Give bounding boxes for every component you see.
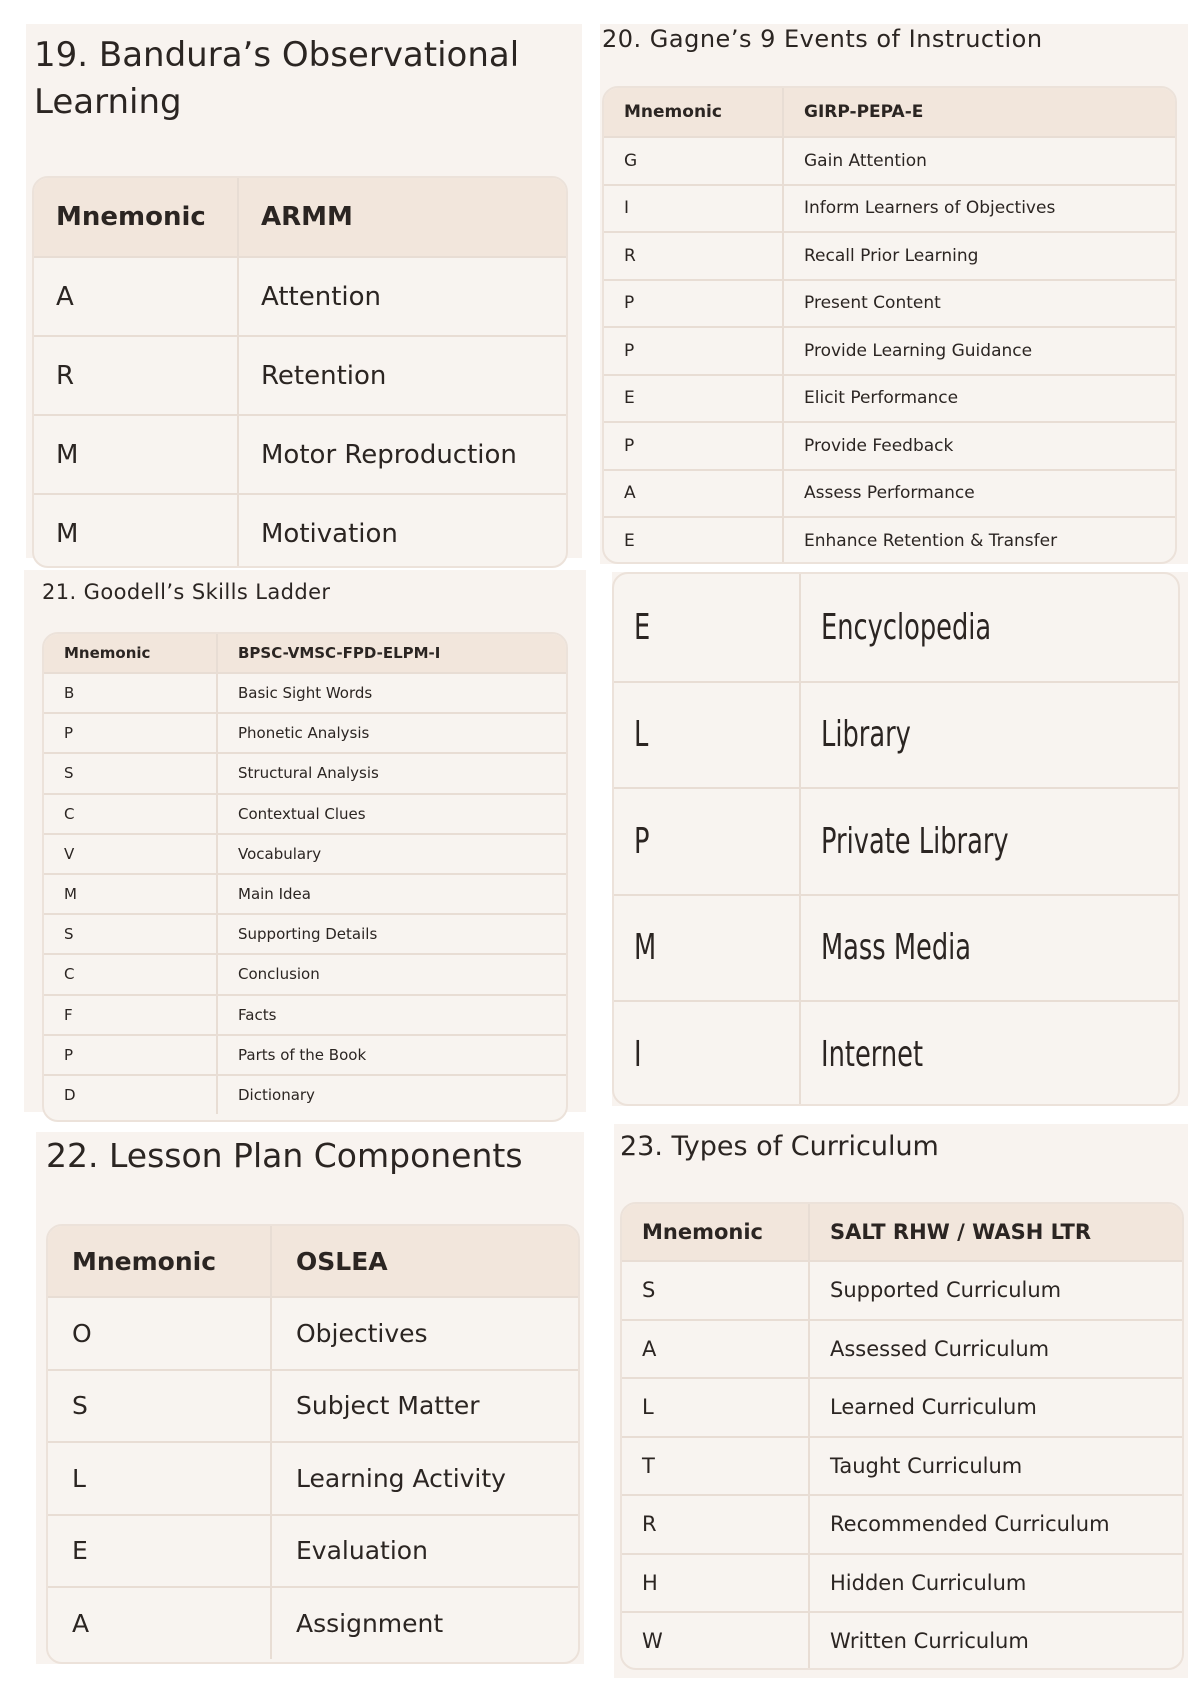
row-term (784, 423, 953, 469)
table-row (44, 1074, 566, 1114)
table-row (604, 374, 1175, 422)
table-row (614, 1000, 1178, 1106)
header-mnemonic-value (239, 178, 353, 256)
letter-text: P (634, 820, 650, 862)
table-row (44, 752, 566, 792)
row-term (272, 1298, 428, 1369)
row-term (239, 337, 386, 414)
table-row (44, 953, 566, 993)
row-term (272, 1588, 443, 1659)
row-letter (48, 1371, 272, 1442)
section-20-table (602, 86, 1177, 564)
row-term (810, 1438, 1022, 1495)
section-19-title-line1: 19. Bandura’s Observational (34, 35, 520, 75)
table-row (44, 672, 566, 712)
row-letter (604, 281, 784, 327)
letter-text: P (64, 724, 74, 743)
section-21-title: 21. Goodell’s Skills Ladder (42, 580, 331, 604)
table-row (48, 1296, 578, 1369)
row-letter (622, 1379, 810, 1436)
row-letter (622, 1496, 810, 1553)
letter-text: I (624, 198, 630, 219)
term-text: Provide Feedback (804, 435, 954, 456)
row-letter (48, 1298, 272, 1369)
term-text: Learning Activity (296, 1463, 506, 1493)
row-term (810, 1496, 1110, 1553)
table-header-row (604, 88, 1175, 136)
table-row (614, 574, 1178, 681)
letter-text: T (642, 1453, 655, 1478)
letter-text: E (634, 606, 651, 648)
row-letter (614, 1002, 801, 1106)
section-23-title: 23. Types of Curriculum (620, 1131, 939, 1162)
header-label-text: Mnemonic (72, 1246, 217, 1276)
letter-text: S (72, 1391, 88, 1421)
table-row (44, 793, 566, 833)
section-19-title (34, 32, 519, 126)
table-row (614, 894, 1178, 1001)
term-text: Phonetic Analysis (238, 724, 370, 743)
row-term (218, 996, 276, 1034)
row-letter (34, 258, 239, 335)
row-term (784, 471, 975, 517)
term-text: Parts of the Book (238, 1045, 367, 1064)
row-letter (622, 1613, 810, 1670)
row-letter (622, 1321, 810, 1378)
term-text: Assessed Curriculum (830, 1336, 1050, 1361)
table-row (614, 787, 1178, 894)
header-value-text: GIRP-PEPA-E (804, 102, 924, 122)
row-term (810, 1262, 1061, 1319)
row-term (784, 186, 1055, 232)
table-row (622, 1377, 1182, 1436)
header-value-text: ARMM (261, 202, 353, 232)
section-21b-panel (612, 572, 1188, 1106)
letter-text: A (72, 1608, 90, 1638)
table-row (44, 712, 566, 752)
row-letter (44, 955, 218, 993)
table-row (44, 913, 566, 953)
letter-text: L (72, 1463, 86, 1493)
section-22-table (46, 1224, 580, 1664)
row-term (801, 683, 946, 788)
header-mnemonic-label (34, 178, 239, 256)
table-row (604, 421, 1175, 469)
row-letter (44, 875, 218, 913)
row-term (784, 233, 978, 279)
term-text: Hidden Curriculum (830, 1570, 1027, 1595)
letter-text: E (624, 388, 635, 409)
letter-text: P (624, 435, 635, 456)
row-term (272, 1443, 506, 1514)
letter-text: E (624, 530, 635, 551)
table-row (622, 1611, 1182, 1670)
letter-text: A (642, 1336, 657, 1361)
table-row (34, 414, 566, 493)
term-text: Facts (238, 1005, 277, 1024)
row-letter (44, 1036, 218, 1074)
row-letter (604, 376, 784, 422)
row-term (218, 1076, 315, 1114)
table-row (44, 1034, 566, 1074)
letter-text: V (64, 844, 75, 863)
section-22-panel (36, 1132, 584, 1664)
term-text: Dictionary (238, 1085, 315, 1104)
row-letter (604, 518, 784, 564)
row-term (784, 376, 958, 422)
term-text: Objectives (296, 1318, 428, 1348)
section-19-table (32, 176, 568, 568)
letter-text: L (642, 1395, 654, 1420)
table-header-row (622, 1204, 1182, 1260)
table-row (622, 1494, 1182, 1553)
term-text: Assess Performance (804, 483, 975, 504)
table-row (44, 833, 566, 873)
row-term (810, 1555, 1026, 1612)
term-text: Learned Curriculum (830, 1395, 1037, 1420)
term-text: Recommended Curriculum (830, 1512, 1110, 1537)
header-mnemonic-label (604, 88, 784, 136)
term-text: Vocabulary (238, 844, 322, 863)
row-term (218, 955, 320, 993)
row-term (218, 915, 377, 953)
row-letter (44, 754, 218, 792)
table-row (622, 1319, 1182, 1378)
term-text: Mass Media (821, 927, 972, 969)
row-letter (604, 138, 784, 184)
section-21-panel (24, 570, 586, 1112)
row-term (218, 835, 321, 873)
term-text: Taught Curriculum (830, 1453, 1023, 1478)
table-row (44, 873, 566, 913)
row-letter (44, 795, 218, 833)
row-letter (34, 337, 239, 414)
header-mnemonic-label (48, 1226, 272, 1296)
term-text: Private Library (821, 820, 1009, 862)
table-header-row (34, 178, 566, 256)
letter-text: M (634, 927, 657, 969)
letter-text: A (56, 281, 74, 312)
letter-text: M (56, 439, 79, 470)
header-mnemonic-label (622, 1204, 810, 1260)
row-letter (44, 1076, 218, 1114)
row-term (218, 754, 379, 792)
letter-text: C (64, 804, 75, 823)
letter-text: S (642, 1278, 656, 1303)
table-row (604, 231, 1175, 279)
term-text: Attention (261, 281, 381, 312)
table-row (622, 1436, 1182, 1495)
row-term (801, 574, 1057, 681)
letter-text: O (72, 1318, 92, 1348)
table-row (622, 1260, 1182, 1319)
row-letter (44, 835, 218, 873)
row-letter (34, 495, 239, 568)
row-letter (622, 1555, 810, 1612)
letter-text: S (64, 925, 74, 944)
table-row (48, 1441, 578, 1514)
row-letter (604, 233, 784, 279)
table-row (604, 469, 1175, 517)
term-text: Retention (261, 360, 387, 391)
letter-text: P (64, 1045, 74, 1064)
letter-text: S (64, 764, 74, 783)
row-term (272, 1371, 480, 1442)
term-text: Internet (821, 1033, 924, 1075)
row-letter (614, 789, 801, 894)
letter-text: R (642, 1512, 657, 1537)
row-term (218, 875, 311, 913)
term-text: Inform Learners of Objectives (804, 198, 1056, 219)
letter-text: G (624, 150, 638, 171)
section-20-title: 20. Gagne’s 9 Events of Instruction (602, 25, 1043, 53)
header-label-text: Mnemonic (642, 1220, 763, 1244)
header-mnemonic-value (810, 1204, 1091, 1260)
term-text: Supported Curriculum (830, 1278, 1062, 1303)
header-mnemonic-value (218, 634, 440, 672)
table-row (34, 335, 566, 414)
row-letter (44, 674, 218, 712)
letter-text: A (624, 483, 636, 504)
row-term (218, 714, 369, 752)
row-term (801, 789, 1082, 894)
row-letter (48, 1443, 272, 1514)
table-header-row (44, 634, 566, 672)
term-text: Structural Analysis (238, 764, 379, 783)
term-text: Provide Learning Guidance (804, 340, 1033, 361)
term-text: Motivation (261, 518, 398, 549)
table-row (34, 256, 566, 335)
term-text: Subject Matter (296, 1391, 480, 1421)
header-label-text: Mnemonic (64, 644, 151, 662)
row-letter (34, 416, 239, 493)
letter-text: B (64, 684, 75, 703)
header-mnemonic-value (784, 88, 923, 136)
table-header-row (48, 1226, 578, 1296)
term-text: Basic Sight Words (238, 684, 373, 703)
section-23-table (620, 1202, 1184, 1670)
table-row (604, 136, 1175, 184)
row-letter (614, 683, 801, 788)
letter-text: P (624, 293, 635, 314)
table-row (604, 516, 1175, 564)
row-term (784, 138, 927, 184)
row-letter (44, 714, 218, 752)
term-text: Written Curriculum (830, 1629, 1029, 1654)
letter-text: M (64, 885, 77, 904)
row-term (784, 518, 1057, 564)
term-text: Assignment (296, 1608, 444, 1638)
row-term (784, 328, 1032, 374)
letter-text: L (634, 714, 649, 756)
term-text: Library (821, 714, 911, 756)
letter-text: R (624, 245, 636, 266)
row-letter (44, 915, 218, 953)
row-letter (44, 996, 218, 1034)
row-term (239, 416, 517, 493)
term-text: Supporting Details (238, 925, 378, 944)
section-20-panel (600, 24, 1188, 564)
row-letter (604, 423, 784, 469)
letter-text: R (56, 360, 75, 391)
row-letter (622, 1262, 810, 1319)
term-text: Recall Prior Learning (804, 245, 979, 266)
row-term (810, 1321, 1049, 1378)
letter-text: P (624, 340, 635, 361)
row-term (218, 1036, 366, 1074)
section-21-table (42, 632, 568, 1122)
row-term (239, 258, 381, 335)
term-text: Main Idea (238, 885, 311, 904)
letter-text: W (642, 1629, 663, 1654)
term-text: Gain Attention (804, 150, 927, 171)
term-text: Motor Reproduction (261, 439, 517, 470)
table-row (622, 1553, 1182, 1612)
term-text: Evaluation (296, 1536, 428, 1566)
header-value-text: SALT RHW / WASH LTR (830, 1220, 1092, 1244)
section-19-title-line2: Learning (34, 82, 182, 122)
row-letter (604, 328, 784, 374)
row-term (218, 674, 372, 712)
term-text: Elicit Performance (804, 388, 959, 409)
row-term (218, 795, 366, 833)
term-text: Conclusion (238, 965, 320, 984)
letter-text: C (64, 965, 75, 984)
row-letter (604, 186, 784, 232)
row-term (272, 1516, 428, 1587)
row-term (784, 281, 941, 327)
section-22-title: 22. Lesson Plan Components (46, 1136, 523, 1175)
row-term (801, 1002, 963, 1106)
term-text: Enhance Retention & Transfer (804, 530, 1058, 551)
table-row (604, 279, 1175, 327)
letter-text: D (64, 1085, 76, 1104)
row-letter (48, 1588, 272, 1659)
row-letter (622, 1438, 810, 1495)
section-23-panel (614, 1124, 1188, 1678)
letter-text: E (72, 1536, 88, 1566)
row-term (801, 896, 1029, 1001)
letter-text: M (56, 518, 79, 549)
letter-text: I (634, 1033, 642, 1075)
term-text: Present Content (804, 293, 941, 314)
term-text: Encyclopedia (821, 606, 992, 648)
table-row (614, 681, 1178, 788)
table-row (48, 1369, 578, 1442)
section-21b-table (612, 572, 1180, 1106)
table-row (48, 1586, 578, 1659)
header-mnemonic-value (272, 1226, 388, 1296)
term-text: Contextual Clues (238, 804, 366, 823)
header-value-text: BPSC-VMSC-FPD-ELPM-I (238, 644, 441, 662)
row-letter (604, 471, 784, 517)
row-letter (614, 574, 801, 681)
row-term (239, 495, 398, 568)
header-value-text: OSLEA (296, 1246, 388, 1276)
header-label-text: Mnemonic (624, 102, 722, 122)
letter-text: F (64, 1005, 73, 1024)
letter-text: H (642, 1570, 658, 1595)
row-letter (48, 1516, 272, 1587)
row-letter (614, 896, 801, 1001)
table-row (44, 994, 566, 1034)
header-mnemonic-label (44, 634, 218, 672)
row-term (810, 1379, 1037, 1436)
table-row (604, 184, 1175, 232)
header-label-text: Mnemonic (56, 202, 206, 232)
section-19-panel (26, 24, 582, 558)
table-row (604, 326, 1175, 374)
row-term (810, 1613, 1029, 1670)
table-row (48, 1514, 578, 1587)
table-row (34, 493, 566, 568)
